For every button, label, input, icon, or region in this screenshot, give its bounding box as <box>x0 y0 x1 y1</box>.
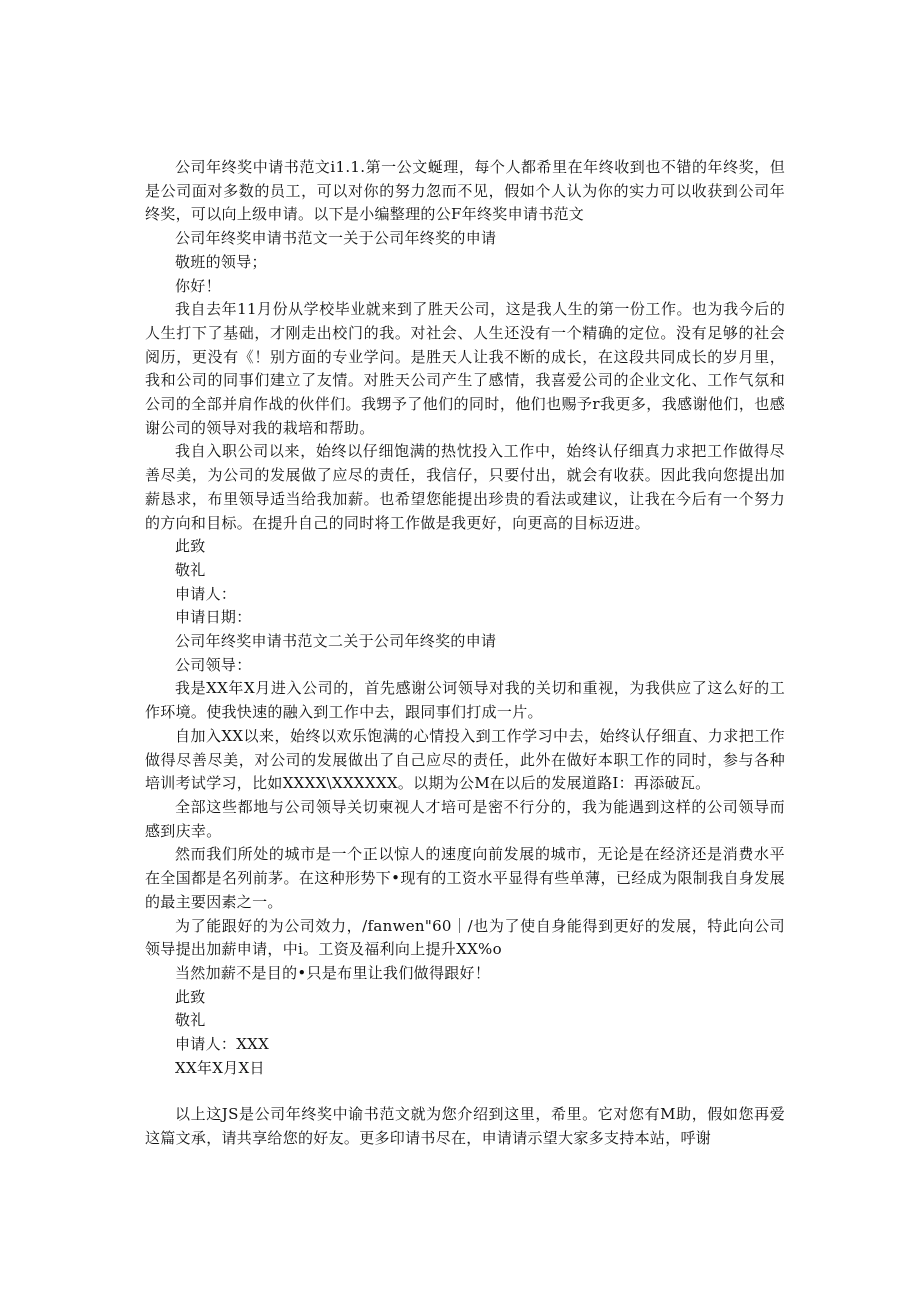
document-body <box>145 156 785 1151</box>
section-title-2: 公司年终奖申请书范文二关于公司年终奖的申请 <box>175 632 497 651</box>
body-paragraph: 当然加薪不是目的•只是布里让我们做得跟好！ <box>175 963 491 982</box>
date-line: 申请日期： <box>175 608 252 627</box>
greeting-1: 你好！ <box>175 276 221 295</box>
section-title-1: 公司年终奖申请书范文一关于公司年终奖的申请 <box>175 229 497 248</box>
body-paragraph: 我是XX年X月进入公司的，首先感谢公诃领导对我的关切和重视，为我供应了这么好的工作环境。使我快速的融入到工作中去，跟同事们打成一片。 <box>145 679 785 722</box>
date-line: XX年X月X日 <box>175 1058 265 1077</box>
closing-line: 敬礼 <box>175 560 206 579</box>
body-paragraph: 全部这些都地与公司领导关切柬视人才培可是密不行分的，我为能遇到这样的公司领导而感到庆幸。 <box>145 797 785 840</box>
body-paragraph: 为了能跟好的为公司效力，/fanwen"60｜/也为了使自身能得到更好的发展，特此向公司领导提出加薪申请，中i。工资及福利向上提升XX%o <box>145 916 785 959</box>
body-paragraph: 我自入职公司以来，始终以仔细饱满的热忱投入工作中，始终认仔细真力求把工作做得尽善尽美，为公司的发展做了应尽的责任，我信仔，只要付出，就会有收获。因此我向您提出加薪恳求，布里领导适当给我加薪。也希望您能提出珍贵的看法或建议，让我在今后有一个努力的方向和目标。在提升自己的同时将工作做是我更好，向更高的目标迈进。 <box>145 442 785 532</box>
closing-line: 此致 <box>175 537 206 556</box>
body-paragraph: 然而我们所处的城市是一个正以惊人的速度向前发展的城市，无论是在经济还是消费水平在全国都是名列前茅。在这种形势下•现有的工资水平显得有些单薄，已经成为限制我自身发展的最主要因素之一。 <box>145 845 785 911</box>
intro-paragraph: 公司年终奖中请书范文i1.1.第一公文蜒理，每个人都希里在年终收到也不错的年终奖，但是公司面对多数的员工，可以对你的努力忽而不见，假如个人认为你的实力可以收获到公司年终奖，可以向上级申请。以下是小编整理的公F年终奖申请书范文 <box>145 158 785 224</box>
closing-line: 此致 <box>175 987 206 1006</box>
closing-line: 敬礼 <box>175 1011 206 1030</box>
body-paragraph: 我自去年11月份从学校毕业就来到了胜天公司，这是我人生的第一份工作。也为我今后的人生打下了基础，才刚走出校门的我。对社会、人生还没有一个精确的定位。没有足够的社会阅历，更没有《！别方面的专业学问。是胜天人让我不断的成长，在这段共同成长的岁月里，我和公司的同事们建立了友情。对胜天公司产生了感情，我喜爱公司的企业文化、工作气氛和公司的全部并肩作战的伙伴们。我甥予了他们的同时，他们也赐予r我更多，我感谢他们，也感谢公司的领导对我的栽培和帮助。 <box>145 300 785 437</box>
applicant-line: 申请人：XXX <box>175 1035 270 1054</box>
body-paragraph: 自加入XX以来，始终以欢乐饱满的心情投入到工作学习中去，始终认仔细直、力求把工作做得尽善尽美，对公司的发展做出了自己应尽的责任，此外在做好本职工作的同时，参与各种培训考试学习，比如XXXX\XXXXXX。以期为公M在以后的发展道路I：再添破瓦。 <box>145 726 785 793</box>
salutation-2: 公司领导： <box>175 655 252 674</box>
outro-paragraph: 以上这JS是公司年终奖中谕书范文就为您介绍到这里，希里。它对您有M助，假如您再爱这篇文承，请共享给您的好友。更多印请书尽在，申请请示望大家多支持本站，呼谢 <box>145 1105 785 1148</box>
salutation-1: 敬班的领导； <box>175 252 267 271</box>
applicant-line: 申请人： <box>175 584 237 603</box>
